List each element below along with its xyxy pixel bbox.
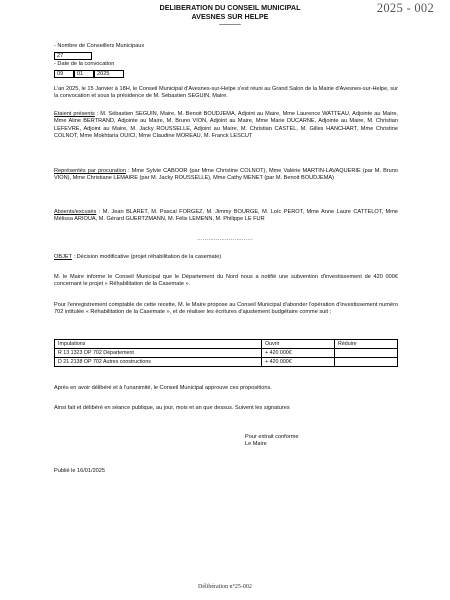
signature-block (245, 434, 298, 449)
councillors-label: - Nombre de Conseillers Municipaux (54, 43, 145, 49)
body-paragraph-2: Pour l'enregistrement comptable de cette recette, M. le Maire propose au Conseil Municipal d'abonder l'opération d'investissement numéro 702 intitulée « Réhabilitation de la Casemate », et de réaliser les écritures d'ajustement budgétaire comme suit ; (54, 302, 398, 316)
after-table-paragraph: Après en avoir délibéré et à l'unanimité, le Conseil Municipal approuve ces propositions. (54, 385, 272, 391)
absent-label: Absents/excusés (54, 209, 97, 215)
proxies-label: Représentés par procuration (54, 168, 126, 174)
present-text: : M. Sébastien SEGUIN, Maire, M. Benoit BOUDJEMA, Adjoint au Maire, Mme Laurence WATTEAU, Adjointe au Maire, Mme Aline BERTRAND, Adjointe au Maire, M. Bruno VION, Adjoint au Maire, Mme Marie DUCARNE, Adjointe au Maire, M. Christian LEFEVRE, Adjoint au Maire, M. Jacky ROUSSELLE, Adjoint au Maire, M. Christian CASTEL, M. Gilles HANCHART, Mme Christine COLNOT, Mme Mokhtaria OUICI, Mme Claudine MOREAU, M. Franck LESCUT (54, 111, 398, 140)
table-header-row (55, 340, 398, 349)
proxies-paragraph (54, 168, 398, 183)
intro-paragraph: L'an 2025, le 15 Janvier à 18H, le Conseil Municipal d'Avesnes-sur-Helpe s'est réuni au Grand Salon de la Mairie d'Avesnes-sur-Helpe, sur la convocation et sous la présidence de M. Sébastien SEGUIN, Maire. (54, 86, 398, 100)
councillors-value: 27 (54, 52, 92, 60)
document-header (110, 3, 350, 27)
table-cell: R 13 1323 OP 702 Département (55, 349, 262, 358)
object-text: : Décision modificative (projet réhabilitation de la casemate) (71, 254, 222, 260)
present-label: Etaient présents (54, 111, 95, 117)
title-rule: ——— (219, 19, 241, 28)
present-paragraph (54, 111, 398, 141)
table-row (55, 358, 398, 367)
header-imputations: Imputations (55, 340, 262, 349)
header-ouvrir: Ouvrir (262, 340, 335, 349)
absent-text: : M. Jean BLARET, M. Pascal FORGEZ, M. Jimmy BOURGE, M. Loïc PEROT, Mme Anne Laure CATTELOT, Mme Mélissa ARIOUA, M. Gérard GUERTZMANN, M. Félix LEMENN, M. Philippe LE FUR (54, 209, 398, 223)
table-cell (335, 349, 398, 358)
published-date: Publié le 16/01/2025 (54, 468, 106, 474)
reference-number: 2025 - 002 (376, 1, 434, 15)
signature-line-1: Pour extrait conforme (245, 434, 299, 440)
date-month: 01 (74, 70, 94, 78)
body-paragraph-1: M. le Maire informe le Conseil Municipal que le Département du Nord nous a notifié une subvention d'investissement de 420 000€ concernant le projet « Réhabilitation de la Casemate ». (54, 274, 398, 288)
closing-paragraph: Ainsi fait et délibéré en séance publique, au jour, mois et an que dessus. Suivent les signatures (54, 405, 290, 411)
signature-line-2: Le Maire (245, 441, 267, 448)
date-day: 09 (54, 70, 74, 78)
absent-paragraph (54, 209, 398, 224)
object-line (54, 254, 398, 261)
object-label: OBJET (54, 254, 72, 260)
table-cell: + 420 000€ (262, 349, 335, 358)
header-reduire: Réduire (335, 340, 398, 349)
separator: ………………………… (197, 236, 253, 242)
table-cell: D 21 2138 OP 702 Autres constructions (55, 358, 262, 367)
table-row (55, 349, 398, 358)
date-year: 2025 (94, 70, 124, 78)
date-label: - Date de la convocation (54, 61, 115, 67)
page-footer: Délibération n°25-002 (198, 584, 252, 590)
title-line-2: AVESNES SUR HELPE (191, 12, 269, 21)
imputations-table (54, 339, 398, 367)
table-cell (335, 358, 398, 367)
table-cell: + 420 000€ (262, 358, 335, 367)
proxies-text: : Mme Sylvie CABOOR (par Mme Christine COLNOT), Mme Valérie MARTIN-LAVAQUERIE (par M. Bruno VION), Mme Christiane LEMAIRE (par M. Jacky ROUSSELLE), Mme Cathy MENET (par M. Benoit BOUDJEMA) (54, 168, 398, 182)
title-line-1: DELIBERATION DU CONSEIL MUNICIPAL (159, 3, 301, 12)
